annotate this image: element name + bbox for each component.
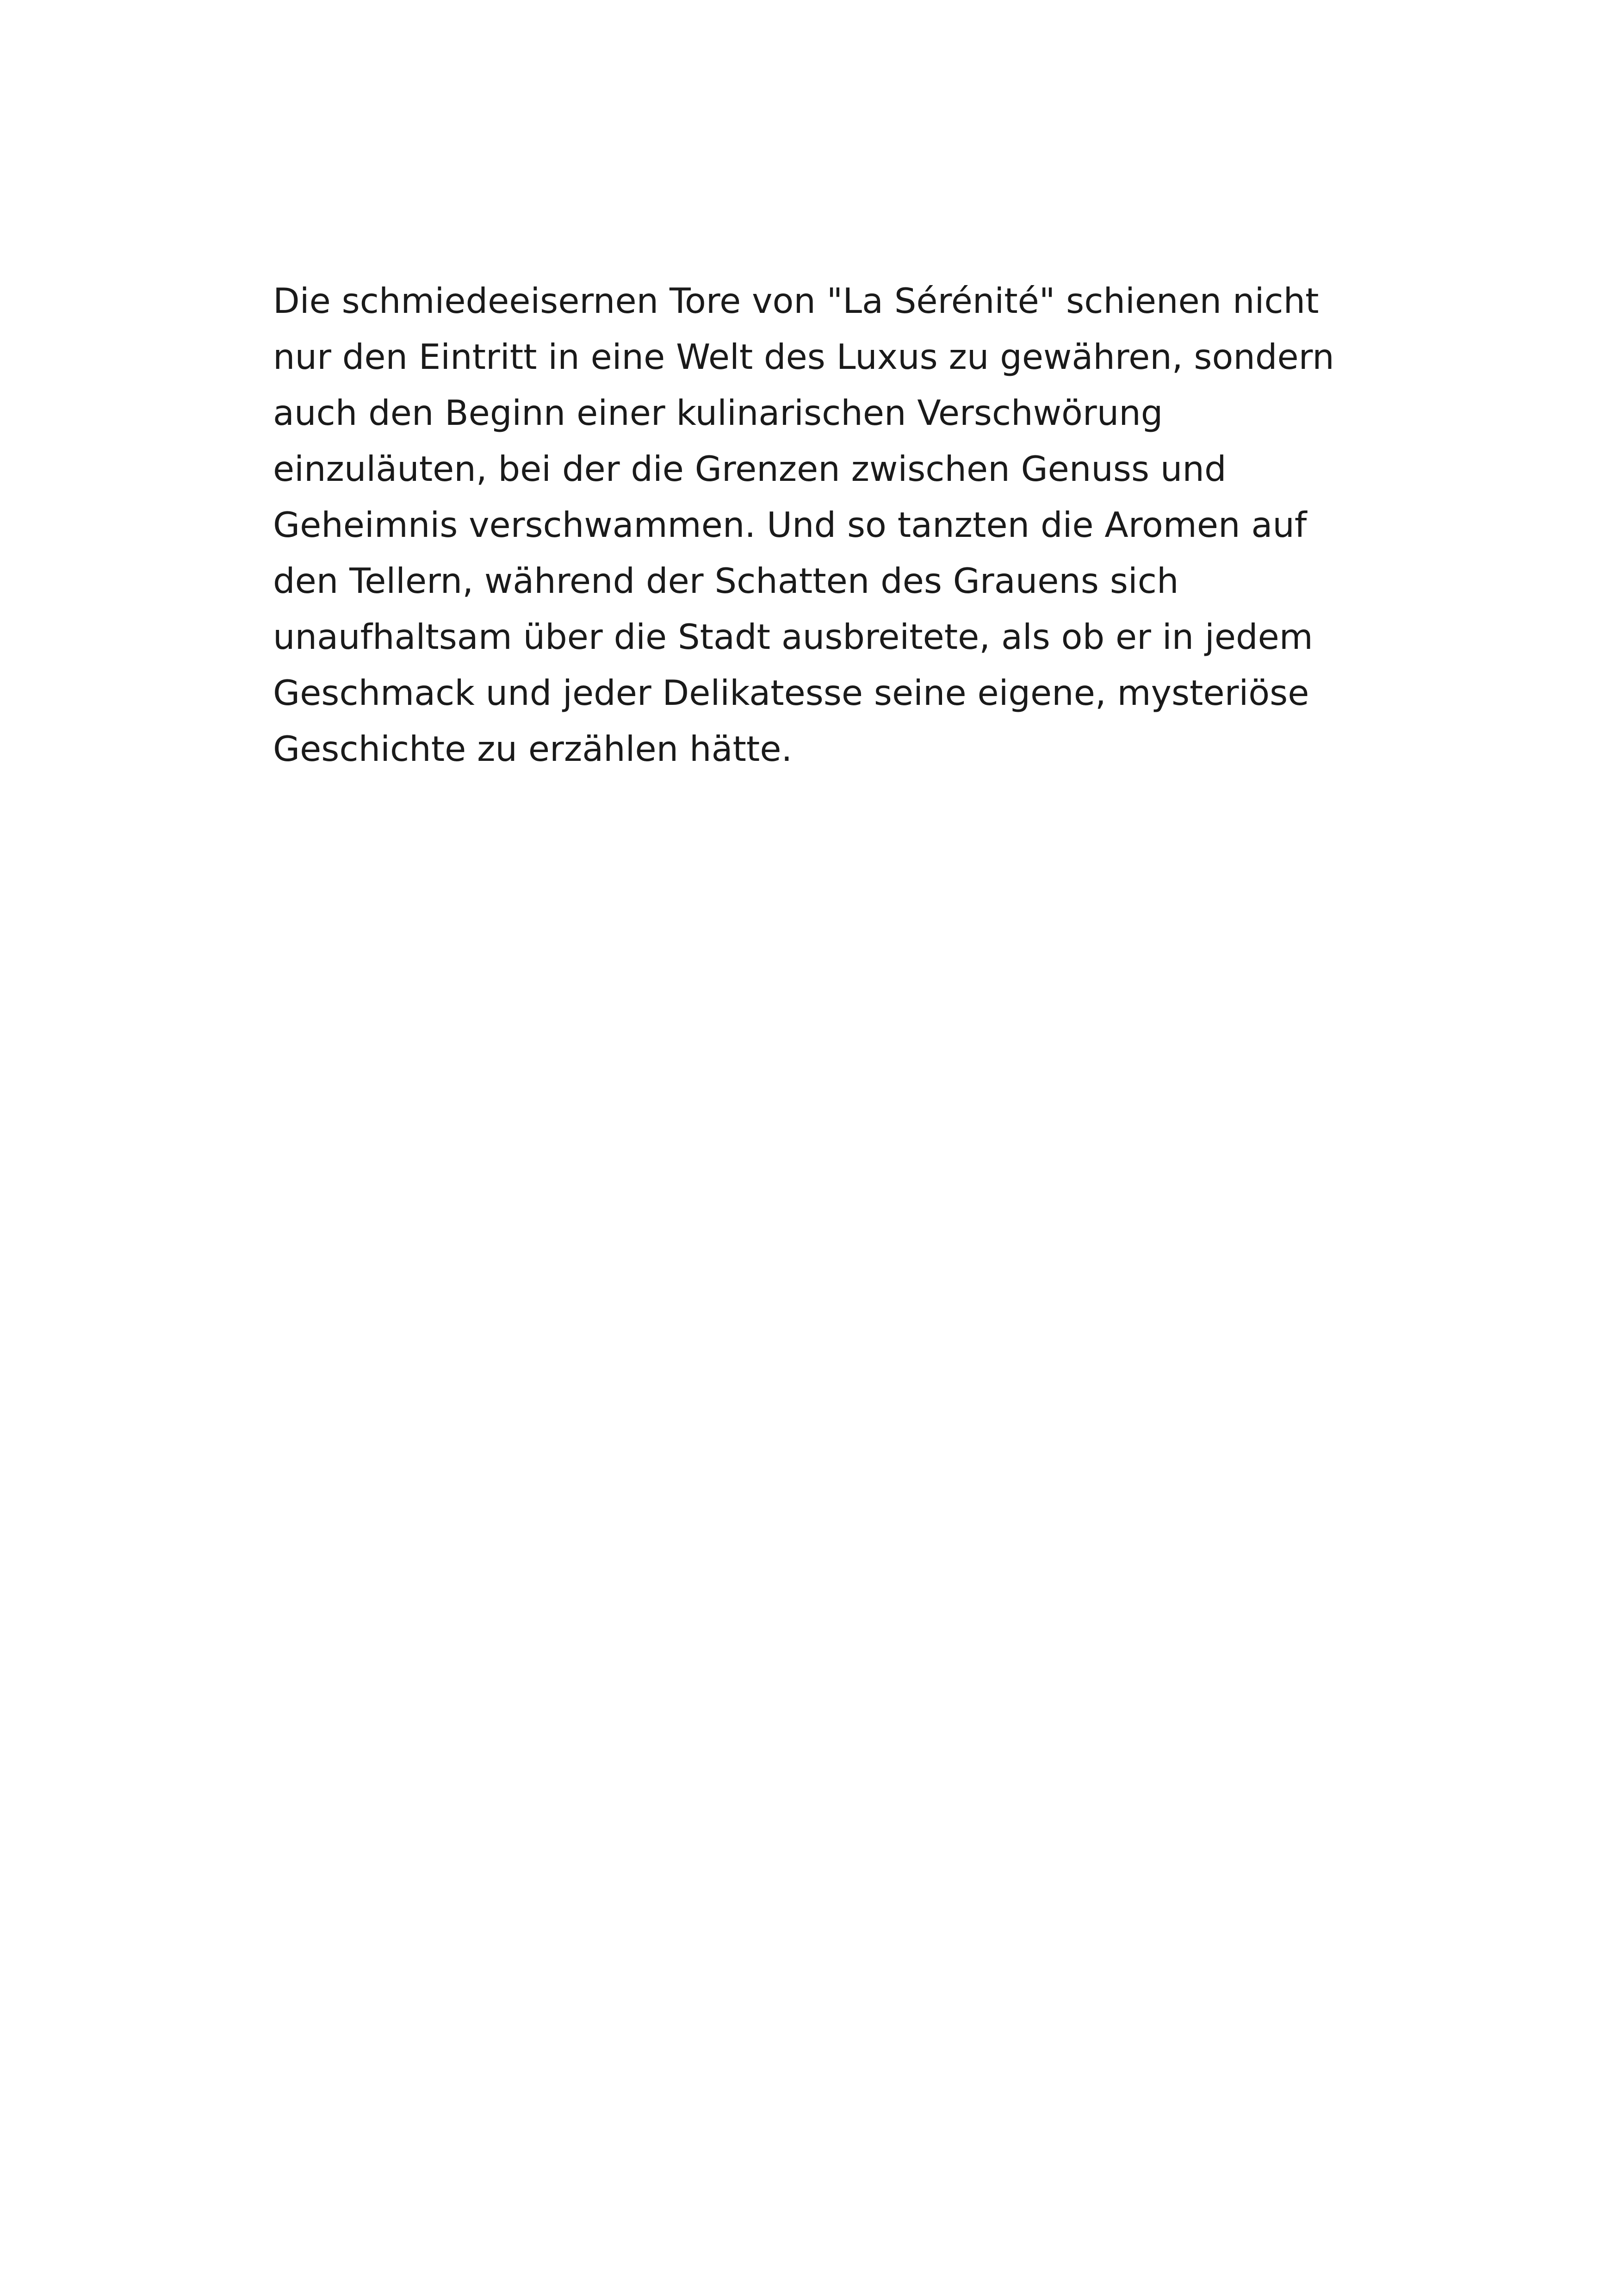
paragraph-line-8: Geschmack und jeder Delikatesse seine eigene, mysteriöse (273, 672, 1309, 713)
paragraph-line-4: einzuläuten, bei der die Grenzen zwischen Genuss und (273, 448, 1227, 489)
paragraph-line-9: Geschichte zu erzählen hätte. (273, 728, 793, 769)
paragraph-line-3: auch den Beginn einer kulinarischen Verschwörung (273, 392, 1163, 433)
paragraph-line-5: Geheimnis verschwammen. Und so tanzten die Aromen auf (273, 504, 1307, 545)
paragraph-line-2: nur den Eintritt in eine Welt des Luxus zu gewähren, sondern (273, 336, 1334, 377)
body-paragraph (273, 273, 1383, 777)
paragraph-line-7: unaufhaltsam über die Stadt ausbreitete, als ob er in jedem (273, 616, 1313, 657)
paragraph-line-6: den Tellern, während der Schatten des Grauens sich (273, 560, 1179, 601)
paragraph-line-1: Die schmiedeeisernen Tore von "La Sérénité" schienen nicht (273, 280, 1319, 321)
